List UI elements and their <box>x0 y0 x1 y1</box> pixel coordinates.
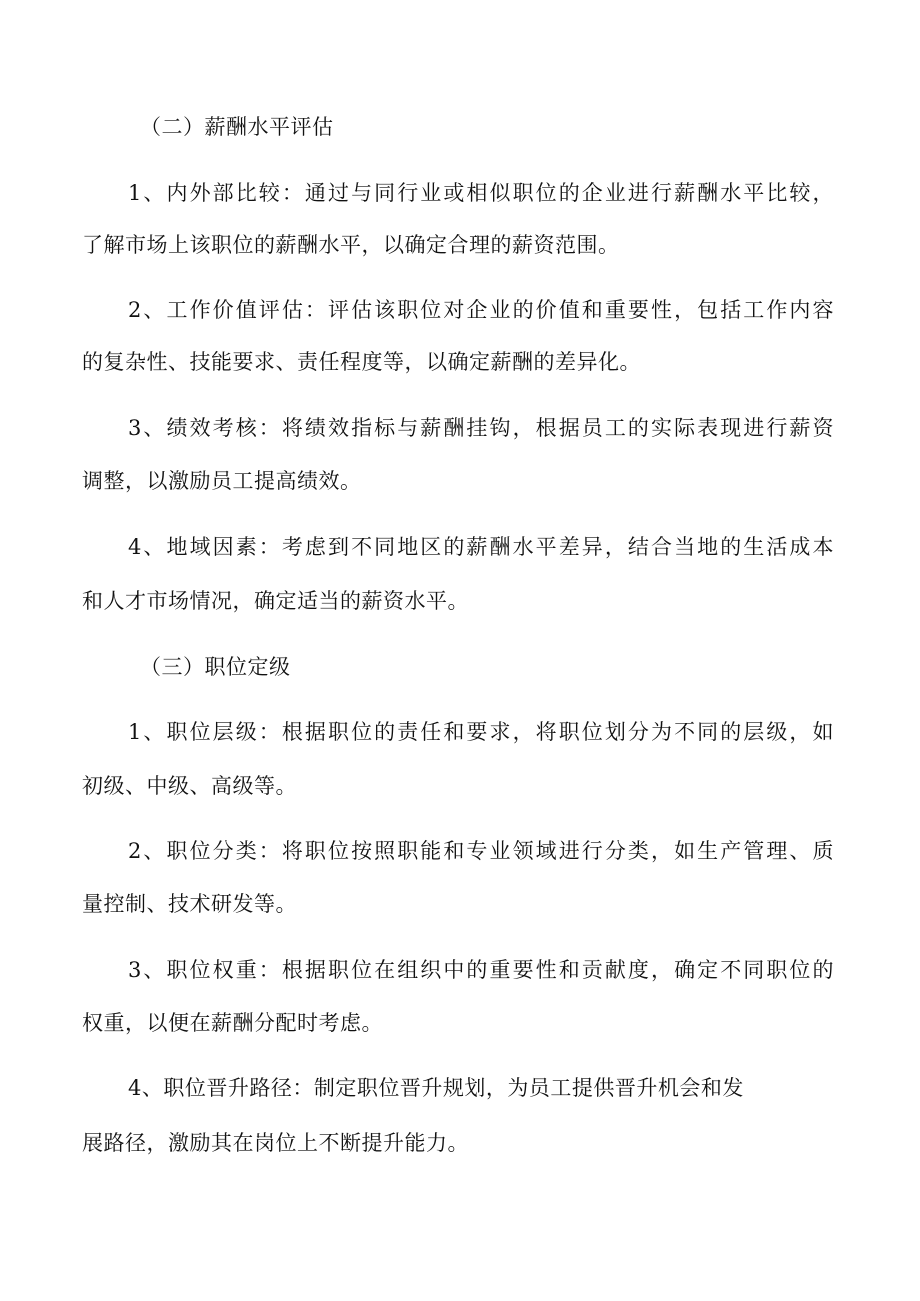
paragraph-line: 2、职位分类：将职位按照职能和专业领域进行分类，如生产管理、质 <box>128 839 834 863</box>
paragraph-line: 1、内外部比较：通过与同行业或相似职位的企业进行薪酬水平比较， <box>128 181 834 205</box>
paragraph-line: 3、职位权重：根据职位在组织中的重要性和贡献度，确定不同职位的 <box>128 958 834 982</box>
section-heading-job-grading: （三）职位定级 <box>140 655 291 679</box>
paragraph-line: 4、地域因素：考虑到不同地区的薪酬水平差异，结合当地的生活成本 <box>128 535 834 559</box>
section-heading-salary-level: （二）薪酬水平评估 <box>140 115 334 139</box>
paragraph-line: 的复杂性、技能要求、责任程度等，以确定薪酬的差异化。 <box>82 350 641 374</box>
paragraph-line: 展路径，激励其在岗位上不断提升能力。 <box>82 1131 469 1155</box>
paragraph-line: 调整，以激励员工提高绩效。 <box>82 469 362 493</box>
paragraph-line: 了解市场上该职位的薪酬水平，以确定合理的薪资范围。 <box>82 233 620 257</box>
paragraph-line: 权重，以便在薪酬分配时考虑。 <box>82 1011 383 1035</box>
paragraph-line: 3、绩效考核：将绩效指标与薪酬挂钩，根据员工的实际表现进行薪资 <box>128 416 834 440</box>
paragraph-line: 2、工作价值评估：评估该职位对企业的价值和重要性，包括工作内容 <box>128 298 834 322</box>
paragraph-line: 量控制、技术研发等。 <box>82 892 297 916</box>
paragraph-line: 和人才市场情况，确定适当的薪资水平。 <box>82 589 469 613</box>
paragraph-line: 4、职位晋升路径：制定职位晋升规划，为员工提供晋升机会和发 <box>128 1076 744 1100</box>
paragraph-line: 初级、中级、高级等。 <box>82 774 297 798</box>
paragraph-line: 1、职位层级：根据职位的责任和要求，将职位划分为不同的层级，如 <box>128 720 834 744</box>
